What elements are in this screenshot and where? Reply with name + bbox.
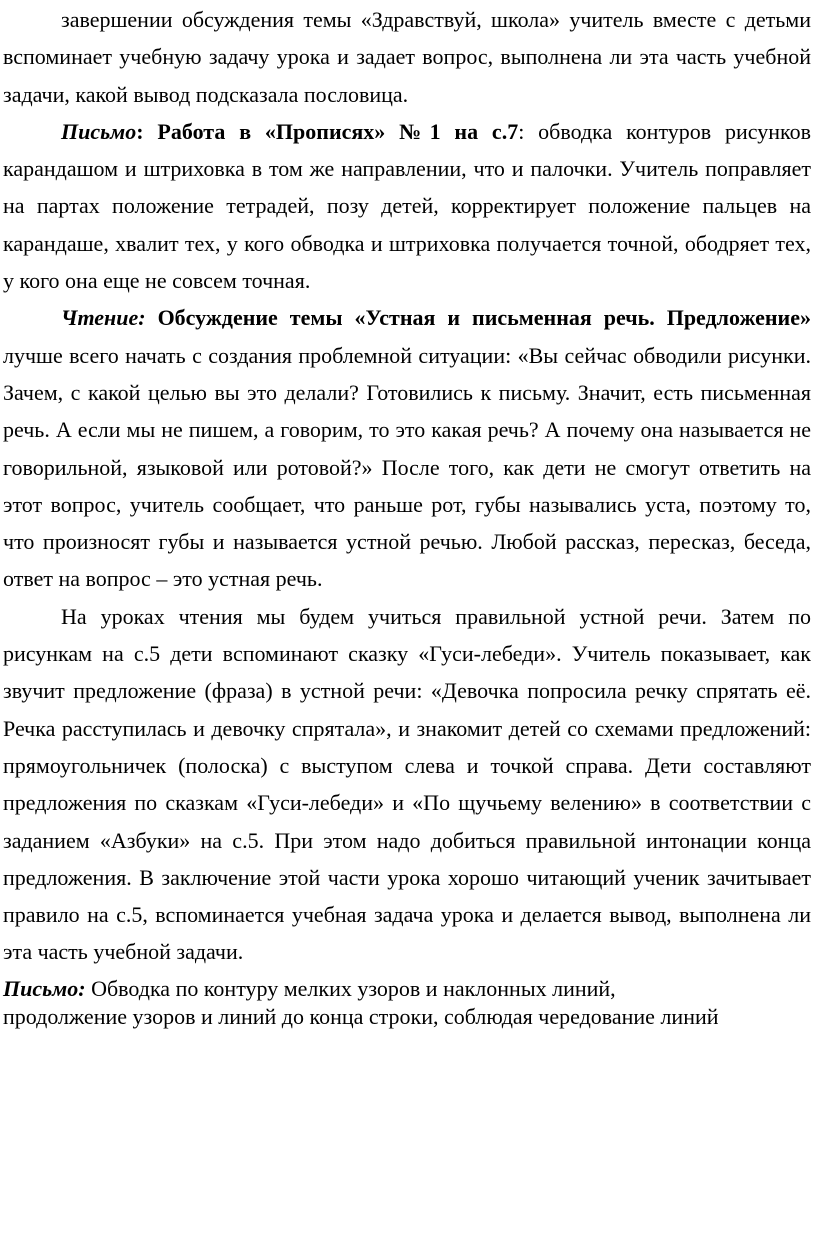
section-heading-speech: Обсуждение темы «Устная и письменная речь. Предложение» [145,305,811,331]
paragraph-writing-patterns [3,975,811,1031]
section-label-writing-patterns: Письмо: [3,975,86,1001]
paragraph-greeting-discussion [3,1,811,113]
paragraph-text: : обводка контуров рисунков карандашом и штриховка в том же направлении, что и палочки. Учитель поправляет на партах положение тетрадей, позу детей, корректирует положение пальцев на карандаше, хвалит тех, у кого обводка и штриховка получается точной, ободряет тех, у кого она еще не совсем точная. [3,118,811,294]
paragraph-text: На уроках чтения мы будем учиться правильной устной речи. Затем по рисункам на с.5 дети вспоминают сказку «Гуси-лебеди». Учитель показывает, как звучит предложение (фраза) в устной речи: «Девочка попросила речку спрятать её. Речка расступилась и девочку спрятала», и знакомит детей со схемами предложений: прямоугольничек (полоска) с выступом слева и точкой справа. Дети составляют предложения по сказкам «Гуси-лебеди» и «По щучьему велению» в соответствии с заданием «Азбуки» на с.5. При этом надо добиться правильной интонации конца предложения. В заключение этой части урока хорошо читающий ученик зачитывает правило на с.5, вспоминается учебная задача урока и делается вывод, выполнена ли эта часть учебной задачи. [3,603,811,965]
paragraph-writing-propisi [3,113,811,299]
section-heading-propisi: : Работа в «Прописях» №1 на с.7 [136,118,519,144]
section-label-writing: Письмо [61,118,137,144]
section-label-reading: Чтение: [61,305,146,331]
paragraph-text: завершении обсуждения темы «Здравствуй, школа» учитель вместе с детьми вспоминает учебную задачу урока и задает вопрос, выполнена ли эта часть учебной задачи, какой вывод подсказала пословица. [3,7,811,107]
paragraph-text: лучше всего начать с создания проблемной ситуации: «Вы сейчас обводили рисунки. Зачем, с какой целью вы это делали? Готовились к письму. Значит, есть письменная речь. А если мы не пишем, а говорим, то это какая речь? А почему она называется не говорильной, языковой или ротовой?» После того, как дети не смогут ответить на этот вопрос, учитель сообщает, что раньше рот, губы назывались уста, поэтому то, что произносят губы и называется устной речью. Любой рассказ, пересказ, беседа, ответ на вопрос – это устная речь. [3,342,811,592]
paragraph-reading-speech [3,299,811,597]
paragraph-reading-lessons [3,598,811,971]
paragraph-line-2: продолжение узоров и линий до конца строки, соблюдая чередование линий [3,1003,719,1029]
paragraph-line-1: Обводка по контуру мелких узоров и наклонных линий, [85,975,616,1001]
document-page [3,0,811,1031]
